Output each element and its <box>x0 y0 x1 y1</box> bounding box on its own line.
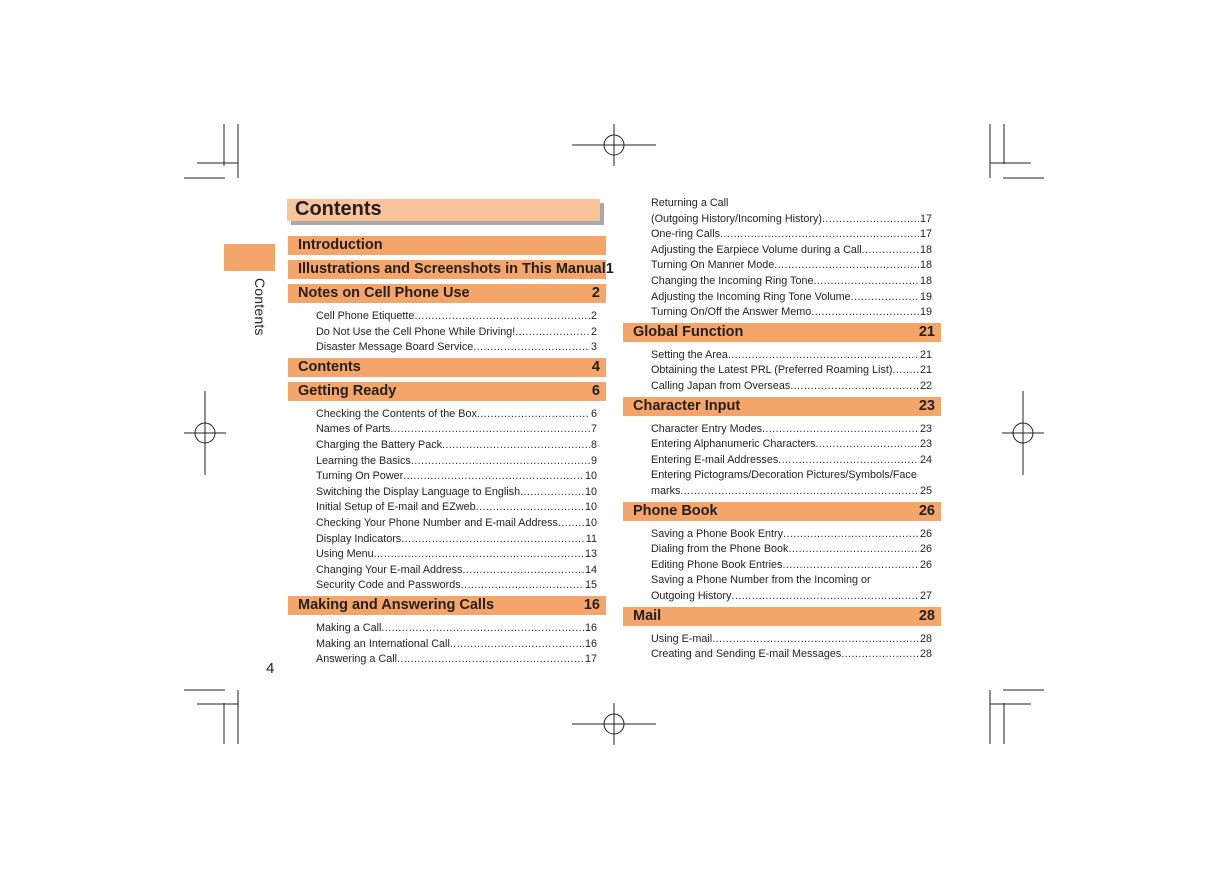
dot-leader <box>374 547 584 563</box>
dot-leader <box>411 454 590 470</box>
entry-page-number: 10 <box>584 517 597 529</box>
toc-entry[interactable] <box>316 309 597 325</box>
toc-entry[interactable] <box>316 621 597 637</box>
entry-page-number: 24 <box>919 453 932 466</box>
toc-entry[interactable] <box>651 647 932 663</box>
dot-leader <box>790 379 919 395</box>
section-heading[interactable] <box>288 236 606 255</box>
toc-entry[interactable] <box>316 563 597 579</box>
entry-page-number: 19 <box>919 306 932 319</box>
entry-page-number: 27 <box>919 590 932 602</box>
entry-title: Display Indicators <box>316 532 402 545</box>
entry-page-number: 6 <box>590 407 597 420</box>
dot-leader <box>892 363 919 379</box>
section-title: Character Input <box>633 397 741 414</box>
section-title: Global Function <box>633 323 744 340</box>
entry-title: Setting the Area <box>651 348 728 361</box>
entry-title: Do Not Use the Cell Phone While Driving! <box>316 325 516 338</box>
dot-leader <box>462 563 584 579</box>
entry-title: Security Code and Passwords <box>316 579 461 592</box>
toc-entry[interactable] <box>651 243 932 259</box>
toc-entry[interactable] <box>651 305 932 321</box>
toc-entry[interactable] <box>651 468 932 484</box>
entry-title: Creating and Sending E-mail Messages <box>651 648 842 661</box>
section-title: Introduction <box>298 237 383 253</box>
toc-entry[interactable] <box>316 578 597 594</box>
entry-page-number: 9 <box>590 454 597 467</box>
dot-leader <box>720 227 919 243</box>
dot-leader <box>762 422 919 438</box>
entry-page-number: 17 <box>919 228 932 241</box>
dot-leader <box>390 422 590 438</box>
dot-leader <box>461 578 584 594</box>
entry-title: Using E-mail <box>651 632 713 645</box>
toc-entry[interactable] <box>651 212 932 228</box>
section-page-number: 23 <box>918 397 935 414</box>
dot-leader <box>712 632 919 648</box>
entry-title: Entering Pictograms/Decoration Pictures/Symbols/Face <box>651 469 917 482</box>
section-title: Notes on Cell Phone Use <box>298 285 470 301</box>
entry-page-number: 26 <box>919 527 932 540</box>
toc-entry[interactable] <box>316 407 597 423</box>
dot-leader <box>680 484 919 500</box>
section-heading[interactable] <box>288 284 606 303</box>
dot-leader <box>520 485 584 501</box>
section-page-number: 4 <box>591 358 600 375</box>
dot-leader <box>558 516 584 532</box>
toc-entry[interactable] <box>651 290 932 306</box>
contents-title-box <box>287 199 600 221</box>
entry-title: marks <box>651 485 681 497</box>
dot-leader <box>783 527 919 543</box>
section-page-number: 28 <box>918 607 935 624</box>
toc-entry[interactable] <box>316 469 597 485</box>
entry-page-number: 28 <box>919 648 932 661</box>
toc-entry[interactable] <box>316 438 597 454</box>
entry-page-number: 23 <box>919 438 932 451</box>
dot-leader <box>841 647 919 663</box>
section-page-number: 1 <box>605 261 614 277</box>
toc-entry[interactable] <box>651 437 932 453</box>
entry-title: Returning a Call <box>651 197 729 209</box>
dot-leader <box>731 589 919 605</box>
section-title: Mail <box>633 607 662 624</box>
dot-leader <box>401 532 585 548</box>
entry-page-number: 18 <box>919 275 932 287</box>
entry-title: Adjusting the Earpiece Volume during a Call <box>651 243 862 256</box>
toc-entry[interactable] <box>316 652 597 668</box>
entry-title: Saving a Phone Book Entry <box>651 527 784 540</box>
toc-entry[interactable] <box>316 547 597 563</box>
entry-title: Turning On Manner Mode <box>651 259 775 272</box>
entry-page-number: 11 <box>585 532 597 545</box>
toc-entry[interactable] <box>651 589 932 605</box>
entry-title: Learning the Basics <box>316 454 411 467</box>
entry-title: Entering Alphanumeric Characters <box>651 438 816 451</box>
entry-page-number: 16 <box>584 622 597 634</box>
dot-leader <box>822 212 919 228</box>
section-title: Contents <box>298 358 361 375</box>
entry-title: Making a Call <box>316 622 382 634</box>
entry-title: One-ring Calls <box>651 228 721 241</box>
section-heading[interactable] <box>623 502 941 521</box>
toc-entry[interactable] <box>651 484 932 500</box>
entry-page-number: 17 <box>919 212 932 225</box>
dot-leader <box>862 243 919 259</box>
section-heading[interactable] <box>288 358 606 377</box>
entry-page-number: 17 <box>584 653 597 666</box>
toc-entry[interactable] <box>651 196 932 212</box>
toc-entry[interactable] <box>651 379 932 395</box>
toc-entry[interactable] <box>651 542 932 558</box>
entry-page-number: 2 <box>590 325 597 338</box>
entry-page-number: 25 <box>919 485 932 497</box>
toc-entry[interactable] <box>651 258 932 274</box>
entry-page-number: 26 <box>919 543 932 556</box>
dot-leader <box>450 637 584 653</box>
entry-title: Outgoing History <box>651 590 732 602</box>
entry-title: Making an International Call <box>316 637 450 650</box>
entry-title: Adjusting the Incoming Ring Tone Volume <box>651 290 851 303</box>
dot-leader <box>477 407 590 423</box>
entry-page-number: 14 <box>584 563 597 576</box>
toc-entry[interactable] <box>316 454 597 470</box>
section-heading[interactable] <box>288 260 614 279</box>
entry-page-number: 16 <box>584 637 597 650</box>
entry-page-number: 2 <box>590 310 597 322</box>
entry-title: Dialing from the Phone Book <box>651 543 789 556</box>
entry-title: Changing Your E-mail Address <box>316 563 463 576</box>
dot-leader <box>782 558 919 574</box>
toc-entry[interactable] <box>316 485 597 501</box>
entry-title: Names of Parts <box>316 423 391 436</box>
entry-page-number: 21 <box>919 348 932 361</box>
section-page-number: 2 <box>591 285 600 301</box>
dot-leader <box>851 290 919 306</box>
dot-leader <box>397 652 584 668</box>
section-title: Illustrations and Screenshots in This Manual <box>298 261 606 277</box>
toc-entry[interactable] <box>651 363 932 379</box>
dot-leader <box>381 621 584 637</box>
entry-page-number: 28 <box>919 632 932 645</box>
entry-page-number: 15 <box>584 579 597 592</box>
section-title: Making and Answering Calls <box>298 597 495 613</box>
toc-entry[interactable] <box>651 453 932 469</box>
section-heading[interactable] <box>288 596 606 615</box>
toc-entry[interactable] <box>316 637 597 653</box>
entry-page-number: 26 <box>919 558 932 571</box>
toc-entry[interactable] <box>316 422 597 438</box>
entry-title: Editing Phone Book Entries <box>651 558 783 571</box>
entry-title: Switching the Display Language to English <box>316 485 521 498</box>
chapter-tab <box>224 244 275 271</box>
entry-title: (Outgoing History/Incoming History) <box>651 212 823 225</box>
entry-page-number: 10 <box>584 470 597 483</box>
entry-title: Checking the Contents of the Box <box>316 407 477 420</box>
side-chapter-label: Contents <box>252 278 268 336</box>
entry-page-number: 10 <box>584 485 597 498</box>
toc-entry[interactable] <box>651 573 932 589</box>
toc-entry[interactable] <box>316 325 597 341</box>
entry-title: Cell Phone Etiquette <box>316 310 415 322</box>
section-heading[interactable] <box>623 397 941 416</box>
dot-leader <box>815 437 919 453</box>
section-heading[interactable] <box>623 323 941 342</box>
toc-entry[interactable] <box>651 558 932 574</box>
section-heading[interactable] <box>623 607 941 626</box>
dot-leader <box>515 325 590 341</box>
entry-page-number: 7 <box>590 423 597 436</box>
entry-title: Turning On/Off the Answer Memo <box>651 306 812 319</box>
section-title: Getting Ready <box>298 382 397 399</box>
section-page-number: 16 <box>583 597 600 613</box>
entry-title: Calling Japan from Overseas <box>651 380 791 392</box>
dot-leader <box>813 274 919 290</box>
dot-leader <box>788 542 919 558</box>
entry-title: Entering E-mail Addresses <box>651 453 779 466</box>
section-page-number: 21 <box>918 323 935 340</box>
dot-leader <box>778 453 919 469</box>
dot-leader <box>414 309 590 325</box>
dot-leader <box>476 500 584 516</box>
page-title: Contents <box>295 198 382 220</box>
toc-entry[interactable] <box>316 500 597 516</box>
entry-page-number: 18 <box>919 259 932 272</box>
entry-page-number: 22 <box>919 380 932 392</box>
toc-entry[interactable] <box>316 532 597 548</box>
dot-leader <box>442 438 590 454</box>
toc-entry[interactable] <box>651 422 932 438</box>
toc-entry[interactable] <box>651 274 932 290</box>
section-title: Phone Book <box>633 502 718 519</box>
entry-title: Turning On Power <box>316 470 404 483</box>
entry-title: Obtaining the Latest PRL (Preferred Roaming List) <box>651 364 893 377</box>
entry-page-number: 13 <box>584 548 597 561</box>
entry-page-number: 8 <box>590 439 597 451</box>
entry-page-number: 18 <box>919 243 932 256</box>
toc-entry[interactable] <box>651 348 932 364</box>
entry-title: Disaster Message Board Service <box>316 341 474 354</box>
entry-title: Using Menu <box>316 548 374 561</box>
entry-page-number: 19 <box>919 290 932 303</box>
entry-page-number: 10 <box>584 501 597 514</box>
section-page-number: 6 <box>591 382 600 399</box>
entry-title: Answering a Call <box>316 653 398 666</box>
dot-leader <box>403 469 584 485</box>
toc-entry[interactable] <box>316 516 597 532</box>
entry-title: Initial Setup of E-mail and EZweb <box>316 501 476 514</box>
entry-title: Checking Your Phone Number and E-mail Address <box>316 517 558 529</box>
toc-entry[interactable] <box>316 340 597 356</box>
toc-entry[interactable] <box>651 527 932 543</box>
entry-page-number: 23 <box>919 422 932 435</box>
page-number: 4 <box>266 660 275 677</box>
entry-page-number: 3 <box>590 341 597 354</box>
section-heading[interactable] <box>288 382 606 401</box>
entry-title: Changing the Incoming Ring Tone <box>651 275 814 287</box>
dot-leader <box>473 340 590 356</box>
entry-title: Saving a Phone Number from the Incoming or <box>651 574 871 587</box>
dot-leader <box>811 305 919 321</box>
dot-leader <box>774 258 919 274</box>
toc-entry[interactable] <box>651 632 932 648</box>
toc-entry[interactable] <box>651 227 932 243</box>
entry-title: Charging the Battery Pack <box>316 439 443 451</box>
entry-title: Character Entry Modes <box>651 422 763 435</box>
entry-page-number: 21 <box>919 364 932 377</box>
section-page-number: 26 <box>918 502 935 519</box>
dot-leader <box>728 348 919 364</box>
